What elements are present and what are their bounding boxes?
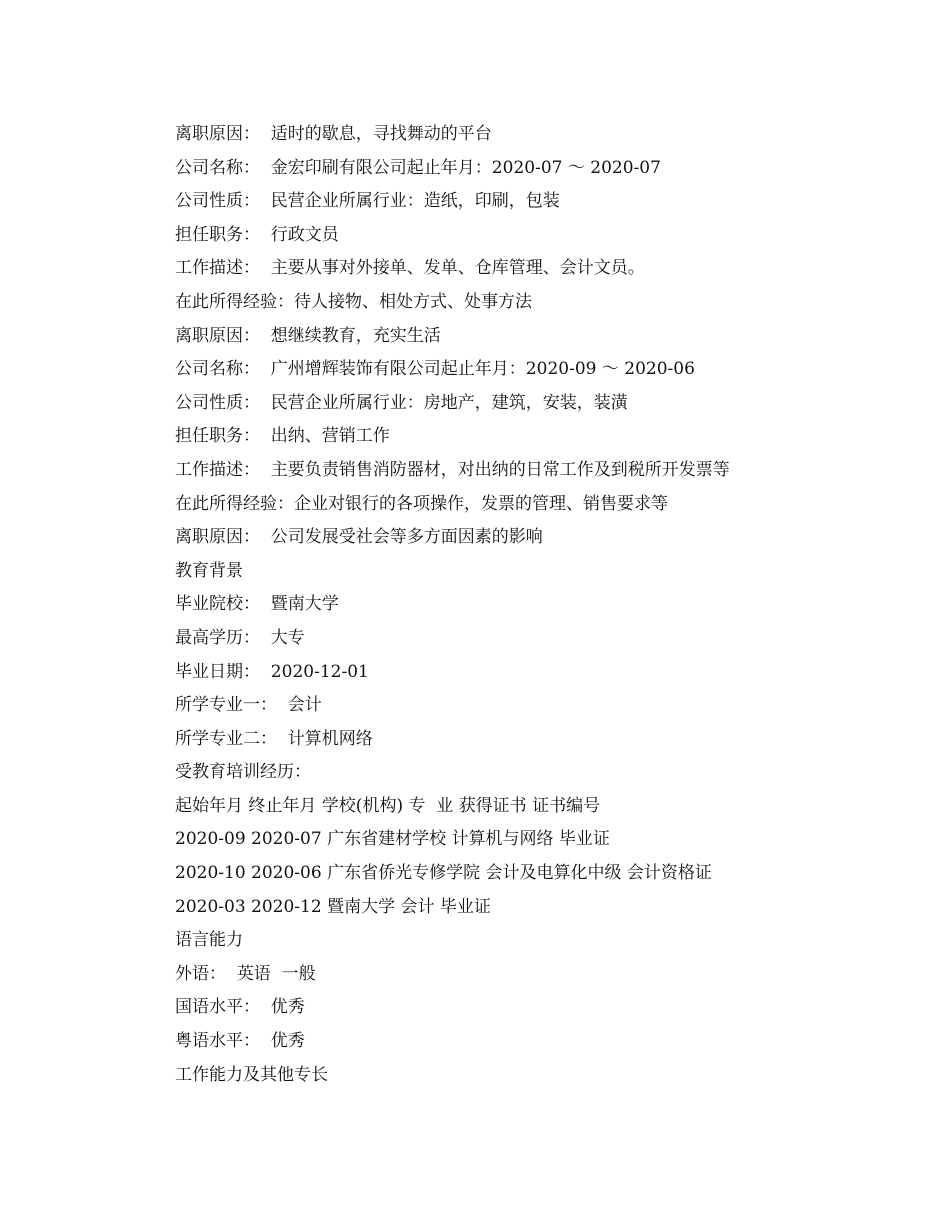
education-heading: 教育背景 [175,560,243,581]
leave-reason-line-2: 离职原因： 想继续教育，充实生活 [175,325,441,346]
company-type-line-1: 公司性质： 民营企业所属行业：造纸，印刷，包装 [175,191,560,212]
company-type-line-2: 公司性质： 民营企业所属行业：房地产，建筑，安装，装潢 [175,392,628,413]
training-row: 2020-03 2020-12 暨南大学 会计 毕业证 [175,896,491,917]
mandarin-level-line: 国语水平： 优秀 [175,997,305,1018]
experience-line-1: 在此所得经验：待人接物、相处方式、处事方法 [175,291,532,312]
company-name-line-2: 公司名称： 广州增辉装饰有限公司起止年月：2020-09 ～ 2020-06 [175,359,695,380]
cantonese-level-line: 粤语水平： 优秀 [175,1031,305,1052]
graduate-school-line: 毕业院校： 暨南大学 [175,594,339,615]
skills-heading: 工作能力及其他专长 [175,1064,328,1085]
language-heading: 语言能力 [175,930,243,951]
experience-line-2: 在此所得经验：企业对银行的各项操作，发票的管理、销售要求等 [175,493,668,514]
job-description-line-1: 工作描述： 主要从事对外接单、发单、仓库管理、会计文员。 [175,258,645,279]
position-line-2: 担任职务： 出纳、营销工作 [175,426,390,447]
training-row: 2020-10 2020-06 广东省侨光专修学院 会计及电算化中级 会计资格证 [175,863,712,884]
job-description-line-2: 工作描述： 主要负责销售消防器材，对出纳的日常工作及到税所开发票等 [175,459,730,480]
position-line-1: 担任职务： 行政文员 [175,224,339,245]
leave-reason-line-1: 离职原因： 适时的歇息，寻找舞动的平台 [175,124,492,144]
leave-reason-line-3: 离职原因： 公司发展受社会等多方面因素的影响 [175,527,543,548]
foreign-language-line: 外语： 英语 一般 [175,963,316,984]
graduation-date-line: 毕业日期： 2020-12-01 [175,661,369,682]
training-table-header: 起始年月 终止年月 学校(机构) 专 业 获得证书 证书编号 [175,795,601,816]
major-one-line: 所学专业一： 会计 [175,695,322,716]
company-name-line-1: 公司名称： 金宏印刷有限公司起止年月：2020-07 ～ 2020-07 [175,157,661,178]
training-heading: 受教育培训经历： [175,762,311,783]
highest-degree-line: 最高学历： 大专 [175,627,305,648]
training-row: 2020-09 2020-07 广东省建材学校 计算机与网络 毕业证 [175,829,610,850]
major-two-line: 所学专业二： 计算机网络 [175,728,373,749]
document-page [175,118,875,1092]
